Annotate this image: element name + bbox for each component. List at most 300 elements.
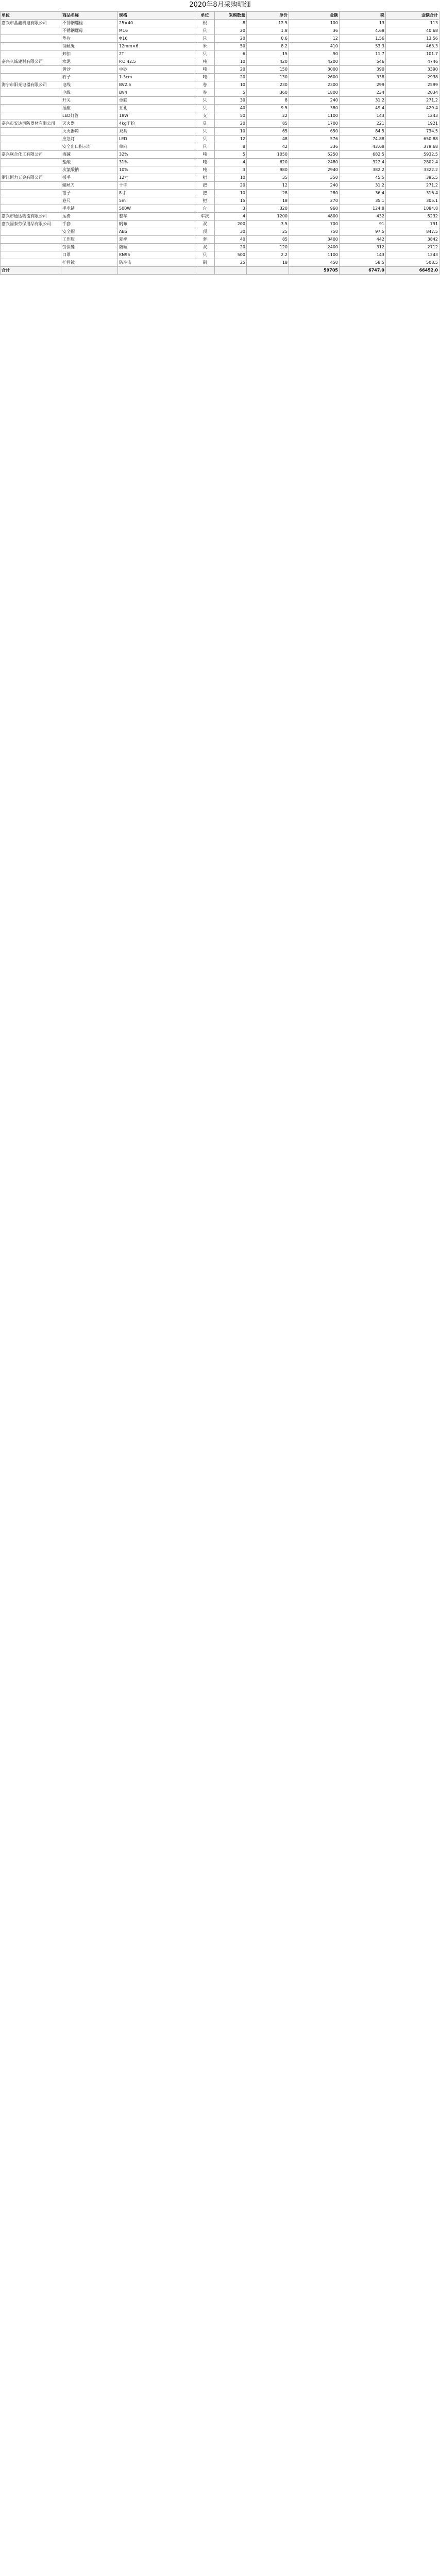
cell: 单向 (118, 143, 195, 151)
cell: 682.5 (340, 151, 386, 159)
cell: 吨 (195, 58, 215, 66)
cell: 6 (215, 50, 247, 58)
cell: 13.56 (386, 35, 439, 43)
cell: 11.7 (340, 50, 386, 58)
cell: 221 (340, 120, 386, 128)
cell: 水泥 (61, 58, 118, 66)
cell (1, 205, 61, 213)
cell: M16 (118, 27, 195, 35)
cell: 74.88 (340, 135, 386, 143)
table-row (1, 197, 439, 205)
cell: 338 (340, 74, 386, 81)
cell: 143 (340, 251, 386, 259)
cell: 单价 (247, 12, 289, 20)
cell: 钢丝绳 (61, 43, 118, 50)
cell (1, 182, 61, 190)
cell (1, 105, 61, 112)
cell: 10 (215, 190, 247, 197)
cell: 9.5 (247, 105, 289, 112)
cell: 100 (289, 20, 340, 27)
cell: 84.5 (340, 128, 386, 135)
cell: 只 (195, 50, 215, 58)
cell (118, 267, 195, 275)
cell: 500 (215, 251, 247, 259)
cell: 130 (247, 74, 289, 81)
cell: 吨 (195, 159, 215, 166)
cell: 1243 (386, 251, 439, 259)
cell: LED (118, 135, 195, 143)
cell: 442 (340, 236, 386, 244)
cell: Φ16 (118, 35, 195, 43)
cell: 规格 (118, 12, 195, 20)
table-row (1, 112, 439, 120)
table-row (1, 251, 439, 259)
cell: 20 (215, 120, 247, 128)
cell: 45.5 (340, 174, 386, 182)
table-row (1, 190, 439, 197)
table-row (1, 143, 439, 151)
cell: 1100 (289, 251, 340, 259)
cell (1, 251, 61, 259)
cell: 420 (247, 58, 289, 66)
cell: 1200 (247, 213, 289, 221)
cell: 3842 (386, 236, 439, 244)
cell: 40 (215, 105, 247, 112)
cell: 盐酸 (61, 159, 118, 166)
cell: 把 (195, 197, 215, 205)
cell: 2480 (289, 159, 340, 166)
cell: 360 (247, 89, 289, 97)
cell: 91 (340, 221, 386, 228)
table-row (1, 159, 439, 166)
cell: 1921 (386, 120, 439, 128)
cell: 安全帽 (61, 228, 118, 236)
table-row (1, 182, 439, 190)
cell (1, 190, 61, 197)
cell (1, 27, 61, 35)
cell: 开关 (61, 97, 118, 105)
cell: 12 (289, 35, 340, 43)
cell: 嘉兴市通达物流有限公司 (1, 213, 61, 221)
cell: 4 (215, 159, 247, 166)
cell: 58.5 (340, 259, 386, 267)
cell: BV4 (118, 89, 195, 97)
table-row (1, 151, 439, 159)
cell (1, 143, 61, 151)
cell: 576 (289, 135, 340, 143)
cell: 口罩 (61, 251, 118, 259)
cell: 8 (215, 20, 247, 27)
table-row (1, 105, 439, 112)
cell: 3 (215, 205, 247, 213)
cell: 3390 (386, 66, 439, 74)
cell: 36 (289, 27, 340, 35)
cell: 20 (215, 27, 247, 35)
cell: 帆布 (118, 221, 195, 228)
cell (1, 236, 61, 244)
cell: 35.1 (340, 197, 386, 205)
table-row (1, 35, 439, 43)
cell: 只 (195, 97, 215, 105)
cell: 15 (247, 50, 289, 58)
cell: 5232 (386, 213, 439, 221)
cell: 8寸 (118, 190, 195, 197)
cell: 只 (195, 128, 215, 135)
cell: 230 (247, 81, 289, 89)
cell (1, 89, 61, 97)
cell: 18 (247, 197, 289, 205)
cell: 浙江恒力五金有限公司 (1, 174, 61, 182)
cell: ABS (118, 228, 195, 236)
cell: 2400 (289, 244, 340, 251)
cell: 1.56 (340, 35, 386, 43)
cell: 650.88 (386, 135, 439, 143)
cell: 1243 (386, 112, 439, 120)
cell: BV2.5 (118, 81, 195, 89)
table-row (1, 221, 439, 228)
cell: 20 (215, 74, 247, 81)
cell: 65 (247, 128, 289, 135)
cell: KN95 (118, 251, 195, 259)
cell (61, 267, 118, 275)
cell: 防冲击 (118, 259, 195, 267)
cell: 8.2 (247, 43, 289, 50)
cell: 322.4 (340, 159, 386, 166)
cell: 734.5 (386, 128, 439, 135)
cell: 280 (289, 190, 340, 197)
table-row (1, 174, 439, 182)
cell: 防砸 (118, 244, 195, 251)
cell: 500W (118, 205, 195, 213)
cell (1, 197, 61, 205)
cell: 车次 (195, 213, 215, 221)
cell: 410 (289, 43, 340, 50)
cell: 2T (118, 50, 195, 58)
cell: 4kg干粉 (118, 120, 195, 128)
cell: 50 (215, 43, 247, 50)
cell: 25 (247, 228, 289, 236)
cell: 应急灯 (61, 135, 118, 143)
table-row (1, 135, 439, 143)
cell: 5 (215, 151, 247, 159)
cell: 双 (195, 244, 215, 251)
cell: 单联 (118, 97, 195, 105)
cell: 劳保鞋 (61, 244, 118, 251)
table-row (1, 120, 439, 128)
table-row (1, 205, 439, 213)
cell: 具 (195, 120, 215, 128)
cell: 5m (118, 197, 195, 205)
cell: 700 (289, 221, 340, 228)
cell: 5932.5 (386, 151, 439, 159)
cell: 32% (118, 151, 195, 159)
cell: 30 (215, 97, 247, 105)
cell: 只 (195, 135, 215, 143)
cell: 黄沙 (61, 66, 118, 74)
cell: 把 (195, 182, 215, 190)
cell: 10% (118, 166, 195, 174)
cell: 3322.2 (386, 166, 439, 174)
cell: 1050 (247, 151, 289, 159)
cell: 0.6 (247, 35, 289, 43)
cell: 嘉兴久诚建材有限公司 (1, 58, 61, 66)
cell: 垫片 (61, 35, 118, 43)
cell: 2034 (386, 89, 439, 97)
cell: 390 (340, 66, 386, 74)
cell: 113 (386, 20, 439, 27)
cell: 单位 (1, 12, 61, 20)
header-row (1, 12, 439, 20)
cell: 嘉兴市安达消防器材有限公司 (1, 120, 61, 128)
cell: 嘉兴联合化工有限公司 (1, 151, 61, 159)
table-row (1, 97, 439, 105)
cell: 25×40 (118, 20, 195, 27)
cell: 工作服 (61, 236, 118, 244)
cell: 2300 (289, 81, 340, 89)
cell: 双 (195, 221, 215, 228)
cell: 53.3 (340, 43, 386, 50)
cell: 85 (247, 236, 289, 244)
cell: 28 (247, 190, 289, 197)
total-row (1, 267, 439, 275)
cell: 4800 (289, 213, 340, 221)
cell: 150 (247, 66, 289, 74)
cell: 手电钻 (61, 205, 118, 213)
cell: 五孔 (118, 105, 195, 112)
cell: 379.68 (386, 143, 439, 151)
cell: 15 (215, 197, 247, 205)
cell: 42 (247, 143, 289, 151)
cell: 3000 (289, 66, 340, 74)
cell: 嘉兴国泰劳保用品有限公司 (1, 221, 61, 228)
cell: 18W (118, 112, 195, 120)
cell: 124.8 (340, 205, 386, 213)
cell: 12 (215, 135, 247, 143)
cell (1, 166, 61, 174)
cell: 382.2 (340, 166, 386, 174)
cell: 429.4 (386, 105, 439, 112)
cell: 卷 (195, 81, 215, 89)
cell: 1.8 (247, 27, 289, 35)
table-row (1, 58, 439, 66)
cell (1, 43, 61, 50)
cell: 395.5 (386, 174, 439, 182)
cell: 1-3cm (118, 74, 195, 81)
table-row (1, 27, 439, 35)
cell: 960 (289, 205, 340, 213)
cell (215, 267, 247, 275)
cell: 2938 (386, 74, 439, 81)
cell (1, 66, 61, 74)
cell: 750 (289, 228, 340, 236)
cell: 12 (247, 182, 289, 190)
cell: 不锈钢螺母 (61, 27, 118, 35)
cell: 380 (289, 105, 340, 112)
table-row (1, 66, 439, 74)
cell: 双具 (118, 128, 195, 135)
cell: 10 (215, 81, 247, 89)
cell: 套 (195, 236, 215, 244)
cell: 320 (247, 205, 289, 213)
cell: 20 (215, 244, 247, 251)
cell: 扳手 (61, 174, 118, 182)
cell: 450 (289, 259, 340, 267)
cell: 1100 (289, 112, 340, 120)
cell: 2600 (289, 74, 340, 81)
cell: 米 (195, 43, 215, 50)
cell: 22 (247, 112, 289, 120)
cell: 液碱 (61, 151, 118, 159)
cell: P.O 42.5 (118, 58, 195, 66)
cell: 整车 (118, 213, 195, 221)
cell: 10 (215, 58, 247, 66)
cell: 980 (247, 166, 289, 174)
cell: 4 (215, 213, 247, 221)
cell: 十字 (118, 182, 195, 190)
cell: 8 (247, 97, 289, 105)
cell: 546 (340, 58, 386, 66)
cell: LED灯管 (61, 112, 118, 120)
cell: 2802.4 (386, 159, 439, 166)
cell: 2.2 (247, 251, 289, 259)
cell: 59705 (289, 267, 340, 275)
cell: 8 (215, 143, 247, 151)
cell: 30 (215, 228, 247, 236)
cell: 5250 (289, 151, 340, 159)
cell: 1700 (289, 120, 340, 128)
cell: 只 (195, 143, 215, 151)
cell: 85 (247, 120, 289, 128)
cell: 6747.0 (340, 267, 386, 275)
cell: 66452.0 (386, 267, 439, 275)
cell: 夏季 (118, 236, 195, 244)
cell (1, 135, 61, 143)
cell: 43.68 (340, 143, 386, 151)
cell (1, 112, 61, 120)
cell: 只 (195, 105, 215, 112)
cell: 120 (247, 244, 289, 251)
cell: 手套 (61, 221, 118, 228)
cell: 20 (215, 35, 247, 43)
cell (1, 97, 61, 105)
cell (1, 228, 61, 236)
cell: 护目镜 (61, 259, 118, 267)
table-row (1, 128, 439, 135)
table-row (1, 259, 439, 267)
purchase-table (0, 11, 439, 275)
cell: 3.5 (247, 221, 289, 228)
cell: 电线 (61, 89, 118, 97)
table-row (1, 74, 439, 81)
cell: 3400 (289, 236, 340, 244)
cell: 螺丝刀 (61, 182, 118, 190)
cell: 10 (215, 174, 247, 182)
cell: 台 (195, 205, 215, 213)
cell: 卸扣 (61, 50, 118, 58)
cell: 25 (215, 259, 247, 267)
cell (1, 128, 61, 135)
cell: 运费 (61, 213, 118, 221)
cell: 商品名称 (61, 12, 118, 20)
table-row (1, 166, 439, 174)
cell: 中砂 (118, 66, 195, 74)
cell: 847.5 (386, 228, 439, 236)
cell: 143 (340, 112, 386, 120)
cell (195, 267, 215, 275)
cell: 支 (195, 112, 215, 120)
cell: 副 (195, 259, 215, 267)
cell: 432 (340, 213, 386, 221)
cell: 5 (215, 89, 247, 97)
cell (1, 35, 61, 43)
cell: 650 (289, 128, 340, 135)
cell: 101.7 (386, 50, 439, 58)
cell: 90 (289, 50, 340, 58)
cell: 把 (195, 174, 215, 182)
cell: 次氯酸钠 (61, 166, 118, 174)
cell: 只 (195, 251, 215, 259)
cell: 嘉兴市晶鑫机电有限公司 (1, 20, 61, 27)
table-row (1, 81, 439, 89)
cell: 12mm×6 (118, 43, 195, 50)
cell: 40 (215, 236, 247, 244)
cell: 把 (195, 190, 215, 197)
cell: 安全出口指示灯 (61, 143, 118, 151)
cell: 税 (340, 12, 386, 20)
cell: 3 (215, 166, 247, 174)
cell: 吨 (195, 66, 215, 74)
cell: 2599 (386, 81, 439, 89)
cell: 海宁市阳光电器有限公司 (1, 81, 61, 89)
cell: 200 (215, 221, 247, 228)
cell: 卷 (195, 89, 215, 97)
table-row (1, 244, 439, 251)
cell: 10 (215, 128, 247, 135)
table-row (1, 20, 439, 27)
cell: 350 (289, 174, 340, 182)
cell (1, 244, 61, 251)
table-row (1, 228, 439, 236)
cell: 根 (195, 20, 215, 27)
cell: 336 (289, 143, 340, 151)
cell: 36.4 (340, 190, 386, 197)
cell: 234 (340, 89, 386, 97)
cell: 4.68 (340, 27, 386, 35)
cell: 791 (386, 221, 439, 228)
page-title: 2020年8月采购明细 (189, 1, 251, 9)
cell: 只 (195, 27, 215, 35)
cell: 12寸 (118, 174, 195, 182)
cell: 240 (289, 97, 340, 105)
cell: 271.2 (386, 97, 439, 105)
cell: 2712 (386, 244, 439, 251)
cell: 4200 (289, 58, 340, 66)
cell: 316.4 (386, 190, 439, 197)
cell: 采购数量 (215, 12, 247, 20)
table-row (1, 89, 439, 97)
cell: 40.68 (386, 27, 439, 35)
cell: 97.5 (340, 228, 386, 236)
cell: 13 (340, 20, 386, 27)
cell: 271.2 (386, 182, 439, 190)
cell: 合计 (1, 267, 61, 275)
cell: 305.1 (386, 197, 439, 205)
cell: 1084.8 (386, 205, 439, 213)
cell: 48 (247, 135, 289, 143)
cell: 吨 (195, 151, 215, 159)
cell: 钳子 (61, 190, 118, 197)
cell: 18 (247, 259, 289, 267)
